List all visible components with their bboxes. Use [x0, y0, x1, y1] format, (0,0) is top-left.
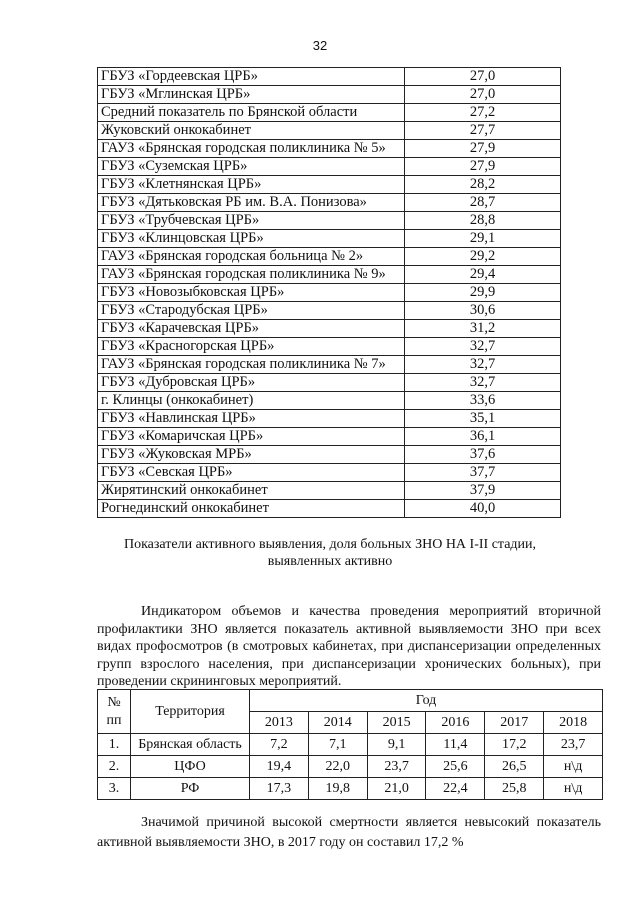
row-number: 2. [98, 756, 131, 778]
row-value: 19,8 [308, 778, 367, 800]
row-value: 9,1 [367, 734, 426, 756]
header-territory: Территория [131, 690, 250, 734]
institution-value: 29,1 [405, 230, 561, 248]
institution-value: 40,0 [405, 500, 561, 518]
years-table-header-row [98, 690, 603, 712]
institution-name: ГАУЗ «Брянская городская больница № 2» [98, 248, 405, 266]
institution-value: 32,7 [405, 374, 561, 392]
table-row [98, 338, 561, 356]
row-number: 3. [98, 778, 131, 800]
row-value: 17,2 [485, 734, 544, 756]
table-row [98, 356, 561, 374]
institution-name: ГБУЗ «Клетнянская ЦРБ» [98, 176, 405, 194]
table-row [98, 176, 561, 194]
institution-name: ГБУЗ «Карачевская ЦРБ» [98, 320, 405, 338]
institution-name: ГБУЗ «Комаричская ЦРБ» [98, 428, 405, 446]
institution-name: Жирятинский онкокабинет [98, 482, 405, 500]
institution-name: ГАУЗ «Брянская городская поликлиника № 7» [98, 356, 405, 374]
header-year: 2014 [308, 712, 367, 734]
table-row [98, 778, 603, 800]
institution-name: ГБУЗ «Дятьковская РБ им. В.А. Понизова» [98, 194, 405, 212]
row-value: 25,6 [426, 756, 485, 778]
table-row [98, 482, 561, 500]
institution-value: 29,9 [405, 284, 561, 302]
institution-value: 28,8 [405, 212, 561, 230]
table-row [98, 756, 603, 778]
institution-name: г. Клинцы (онкокабинет) [98, 392, 405, 410]
institution-value: 28,2 [405, 176, 561, 194]
institution-name: ГБУЗ «Суземская ЦРБ» [98, 158, 405, 176]
row-value: 21,0 [367, 778, 426, 800]
institution-name: ГБУЗ «Красногорская ЦРБ» [98, 338, 405, 356]
institution-name: Рогнединский онкокабинет [98, 500, 405, 518]
institution-value: 37,6 [405, 446, 561, 464]
section-title [80, 536, 580, 570]
section-title-line-2: выявленных активно [267, 554, 393, 569]
row-value: 22,0 [308, 756, 367, 778]
institution-value: 37,9 [405, 482, 561, 500]
table-row [98, 734, 603, 756]
institution-name: ГАУЗ «Брянская городская поликлиника № 9» [98, 266, 405, 284]
institution-value: 28,7 [405, 194, 561, 212]
row-value: 23,7 [367, 756, 426, 778]
institution-name: Жуковский онкокабинет [98, 122, 405, 140]
institution-value: 37,7 [405, 464, 561, 482]
institution-name: ГБУЗ «Жуковская МРБ» [98, 446, 405, 464]
institution-name: ГБУЗ «Гордеевская ЦРБ» [98, 68, 405, 86]
table-row [98, 140, 561, 158]
institution-name: ГБУЗ «Трубчевская ЦРБ» [98, 212, 405, 230]
institution-value: 32,7 [405, 338, 561, 356]
row-territory: Брянская область [131, 734, 250, 756]
row-value: 19,4 [250, 756, 309, 778]
active-detection-table [97, 689, 603, 800]
institution-value: 35,1 [405, 410, 561, 428]
row-value: 22,4 [426, 778, 485, 800]
institution-value: 36,1 [405, 428, 561, 446]
institution-value: 29,4 [405, 266, 561, 284]
institution-value: 27,9 [405, 158, 561, 176]
table-row [98, 428, 561, 446]
table-row [98, 500, 561, 518]
page-number: 32 [312, 38, 328, 53]
row-value: н\д [544, 778, 603, 800]
header-year: 2018 [544, 712, 603, 734]
institution-value: 27,0 [405, 86, 561, 104]
institution-name: ГБУЗ «Дубровская ЦРБ» [98, 374, 405, 392]
institution-value: 30,6 [405, 302, 561, 320]
institution-name: ГАУЗ «Брянская городская поликлиника № 5» [98, 140, 405, 158]
table-row [98, 320, 561, 338]
institution-value: 27,9 [405, 140, 561, 158]
row-value: 11,4 [426, 734, 485, 756]
header-year: 2015 [367, 712, 426, 734]
institution-name: ГБУЗ «Севская ЦРБ» [98, 464, 405, 482]
table-row [98, 158, 561, 176]
row-value: 23,7 [544, 734, 603, 756]
table-row [98, 446, 561, 464]
table-row [98, 230, 561, 248]
section-title-line-1: Показатели активного выявления, доля больных ЗНО НА I-II стадии, [123, 537, 537, 552]
header-year: 2017 [485, 712, 544, 734]
header-number-line-1: № [107, 694, 121, 710]
table-row [98, 374, 561, 392]
ranking-table [97, 67, 561, 518]
row-value: 7,1 [308, 734, 367, 756]
table-row [98, 194, 561, 212]
table-row [98, 86, 561, 104]
table-row [98, 392, 561, 410]
institution-name: ГБУЗ «Мглинская ЦРБ» [98, 86, 405, 104]
intro-paragraph: Индикатором объемов и качества проведения мероприятий вторичной профилактики ЗНО является показатель активной выявляемости ЗНО при всех видах профосмотров (в смотровых кабинетах, при диспансеризации определенных групп взрослого населения, при диспансеризации хронических больных), при проведении скрининговых мероприятий. [97, 604, 601, 689]
row-territory: ЦФО [131, 756, 250, 778]
table-row [98, 302, 561, 320]
institution-value: 27,0 [405, 68, 561, 86]
row-value: н\д [544, 756, 603, 778]
institution-name: ГБУЗ «Клинцовская ЦРБ» [98, 230, 405, 248]
table-row [98, 464, 561, 482]
table-row [98, 266, 561, 284]
institution-name: Средний показатель по Брянской области [98, 104, 405, 122]
header-year: 2013 [250, 712, 309, 734]
institution-value: 32,7 [405, 356, 561, 374]
row-value: 7,2 [250, 734, 309, 756]
institution-name: ГБУЗ «Стародубская ЦРБ» [98, 302, 405, 320]
table-row [98, 284, 561, 302]
table-row [98, 104, 561, 122]
institution-name: ГБУЗ «Новозыбковская ЦРБ» [98, 284, 405, 302]
header-year-group: Год [250, 690, 603, 712]
table-row [98, 248, 561, 266]
header-year: 2016 [426, 712, 485, 734]
table-row [98, 122, 561, 140]
table-row [98, 212, 561, 230]
row-value: 26,5 [485, 756, 544, 778]
institution-value: 33,6 [405, 392, 561, 410]
row-territory: РФ [131, 778, 250, 800]
row-value: 17,3 [250, 778, 309, 800]
institution-value: 27,2 [405, 104, 561, 122]
institution-value: 31,2 [405, 320, 561, 338]
header-number-line-2: пп [106, 712, 122, 728]
table-row [98, 68, 561, 86]
header-number [98, 690, 131, 734]
bottom-paragraph: Значимой причиной высокой смертности является невысокий показатель активной выявляемости ЗНО, в 2017 году он составил 17,2 % [97, 815, 601, 850]
row-number: 1. [98, 734, 131, 756]
institution-value: 29,2 [405, 248, 561, 266]
institution-name: ГБУЗ «Навлинская ЦРБ» [98, 410, 405, 428]
institution-value: 27,7 [405, 122, 561, 140]
table-row [98, 410, 561, 428]
row-value: 25,8 [485, 778, 544, 800]
